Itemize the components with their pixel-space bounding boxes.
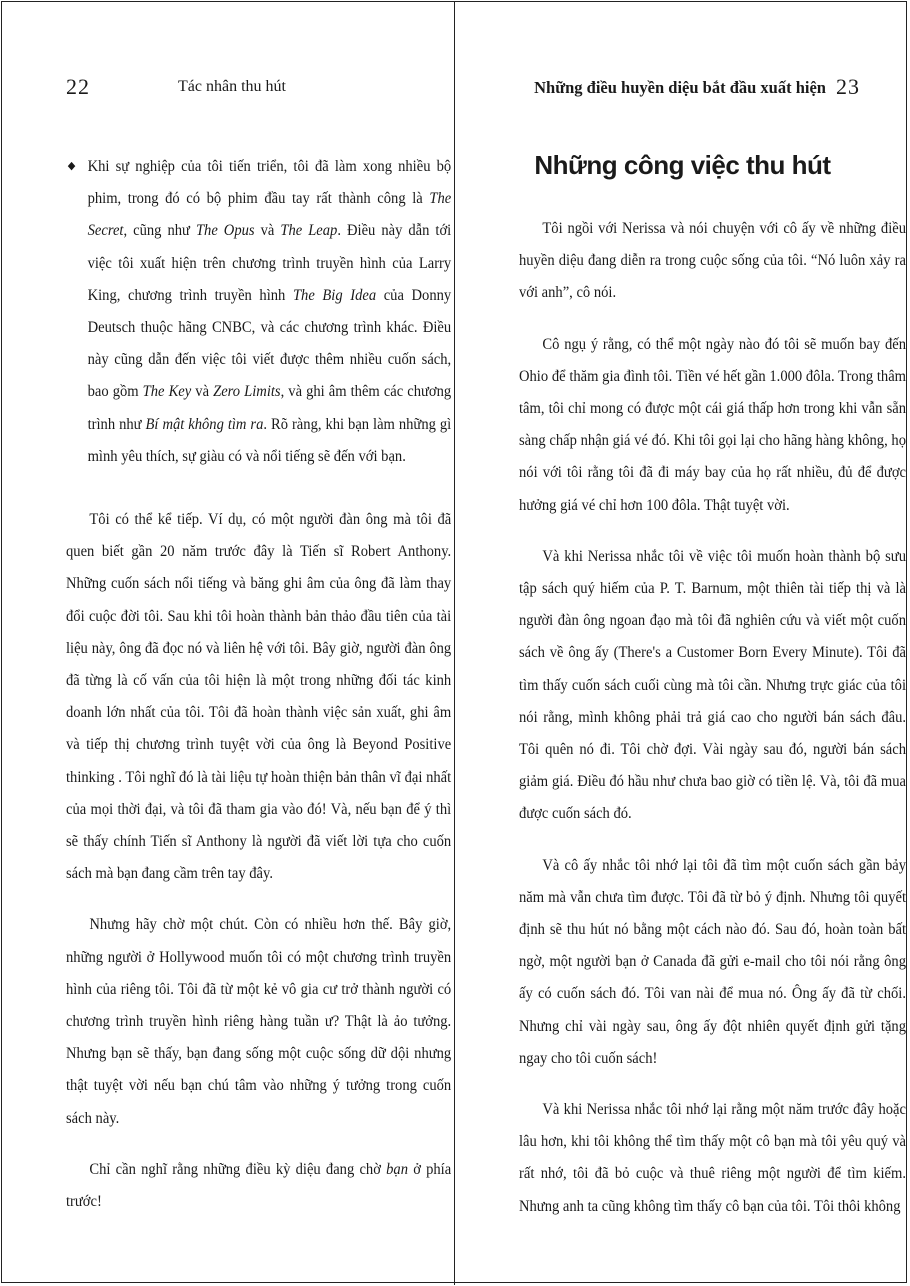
bullet-item: ◆ Khi sự nghiệp của tôi tiến triển, tôi đã làm xong nhiều bộ phim, trong đó có bộ phim đầu tay rất thành công là The Secret, cũng như The Opus và The Leap. Điều này dẫn tới việc tôi xuất hiện trên chương trình truyền hình của Larry King, chương trình truyền hình The Big Idea của Donny Deutsch thuộc hãng CNBC, và các chương trình khác. Điều này cũng dẫn đến việc tôi viết được thêm nhiều cuốn sách, bao gồm The Key và Zero Limits, và ghi âm thêm các chương trình như Bí mật không tìm ra. Rõ ràng, khi bạn làm những gì mình yêu thích, sự giàu có và nổi tiếng sẽ đến với bạn. bbox=[66, 150, 451, 472]
section-title: Những công việc thu hút bbox=[534, 150, 831, 180]
running-head: Những điều huyền diệu bắt đầu xuất hiện bbox=[534, 78, 826, 97]
paragraph: Và cô ấy nhắc tôi nhớ lại tôi đã tìm một cuốn sách gần bảy năm mà vẫn chưa tìm được. Tôi đã từ bỏ ý định. Nhưng tôi quyết định sẽ thu hút nó bằng một cách nào đó. Sau đó, hoàn toàn bất ngờ, một người bạn ở Canada đã gửi e-mail cho tôi nói rằng ông ấy có cuốn sách đó. Tôi van nài để mua nó. Ông ấy đã từ chối. Nhưng chỉ vài ngày sau, ông ấy đột nhiên quyết định gửi tặng ngay cho tôi cuốn sách! bbox=[519, 855, 906, 1067]
page-number: 23 bbox=[836, 74, 860, 99]
paragraph: Và khi Nerissa nhắc tôi về việc tôi muốn hoàn thành bộ sưu tập sách quý hiếm của P. T. Barnum, một thiên tài tiếp thị và là người đàn ông ngoan đạo mà tôi đã nghiên cứu và viết một cuốn sách về ông ấy (There's a Customer Born Every Minute). Tôi đã tìm thấy cuốn sách cuối cùng mà tôi cần. Nhưng trực giác của tôi nói rằng, mình không phải trả giá cao cho người bán sách đâu. Tôi quên nó đi. Tôi chờ đợi. Vài ngày sau đó, người bán sách giảm giá. Điều đó hầu như chưa bao giờ có tiền lệ. Và, tôi đã mua được cuốn sách đó. bbox=[519, 546, 906, 823]
paragraph: Và khi Nerissa nhắc tôi nhớ lại rằng một năm trước đây hoặc lâu hơn, khi tôi không thể tìm thấy một cô bạn mà tôi yêu quý và rất nhớ, tôi đã bỏ cuộc và thuê riêng một người để tìm kiếm. Nhưng anh ta cũng không tìm thấy cô bạn của tôi. Tôi thôi không bbox=[519, 1100, 906, 1215]
left-page bbox=[0, 0, 454, 1286]
page-body bbox=[66, 150, 451, 1217]
page-body bbox=[519, 212, 906, 1222]
diamond-bullet-icon: ◆ bbox=[67, 160, 76, 172]
paragraph: Nhưng hãy chờ một chút. Còn có nhiều hơn thế. Bây giờ, những người ở Hollywood muốn tôi có một chương trình truyền hình của riêng tôi. Tôi đã từ một kẻ vô gia cư trở thành người có chương trình truyền hình riêng hàng tuần ư? Thật là ảo tưởng. Nhưng bạn sẽ thấy, bạn đang sống một cuộc sống dữ dội nhưng thật tuyệt vời nếu bạn chú tâm vào những ý tưởng trong cuốn sách này. bbox=[66, 915, 452, 1127]
paragraph: Chỉ cần nghĩ rằng những điều kỳ diệu đang chờ bạn ở phía trước! bbox=[66, 1159, 452, 1211]
paragraph: Tôi ngồi với Nerissa và nói chuyện với cô ấy về những điều huyền diệu đang diễn ra trong cuộc sống của tôi. “Nó luôn xảy ra với anh”, cô nói. bbox=[519, 219, 906, 302]
paragraph: Cô ngụ ý rằng, có thể một ngày nào đó tôi sẽ muốn bay đến Ohio để thăm gia đình tôi. Tiền vé hết gần 1.000 đôla. Trong thâm tâm, tôi chỉ mong có được một cái giá thấp hơn trong khi vẫn sẵn sàng chấp nhận giá vé đó. Khi tôi gọi lại cho hãng hàng không, họ nói với tôi rằng tôi đã đi máy bay của họ rất nhiều, đủ để được hưởng giá vé chỉ hơn 100 đôla. Thật tuyệt vời. bbox=[519, 334, 906, 514]
page-number: 22 bbox=[66, 74, 90, 99]
running-head: Tác nhân thu hút bbox=[178, 78, 286, 95]
paragraph: Tôi có thể kể tiếp. Ví dụ, có một người đàn ông mà tôi đã quen biết gần 20 năm trước đây là Tiến sĩ Robert Anthony. Những cuốn sách nổi tiếng và băng ghi âm của ông đã làm thay đổi cuộc đời tôi. Sau khi tôi hoàn thành bản thảo đầu tiên của tài liệu này, ông đã đọc nó và liên hệ với tôi. Bây giờ, người đàn ông đã từng là cố vấn của tôi hiện là một trong những đối tác kinh doanh lớn nhất của tôi. Tôi đã hoàn thành việc sản xuất, ghi âm và tiếp thị chương trình tuyệt vời của ông là Beyond Positive thinking . Tôi nghĩ đó là tài liệu tự hoàn thiện bản thân vĩ đại nhất của mọi thời đại, và tôi đã tham gia vào đó! Và, nếu bạn để ý thì sẽ thấy chính Tiến sĩ Anthony là người đã viết lời tựa cho cuốn sách mà bạn đang cầm trên tay đây. bbox=[66, 510, 452, 883]
right-page bbox=[455, 0, 910, 1286]
